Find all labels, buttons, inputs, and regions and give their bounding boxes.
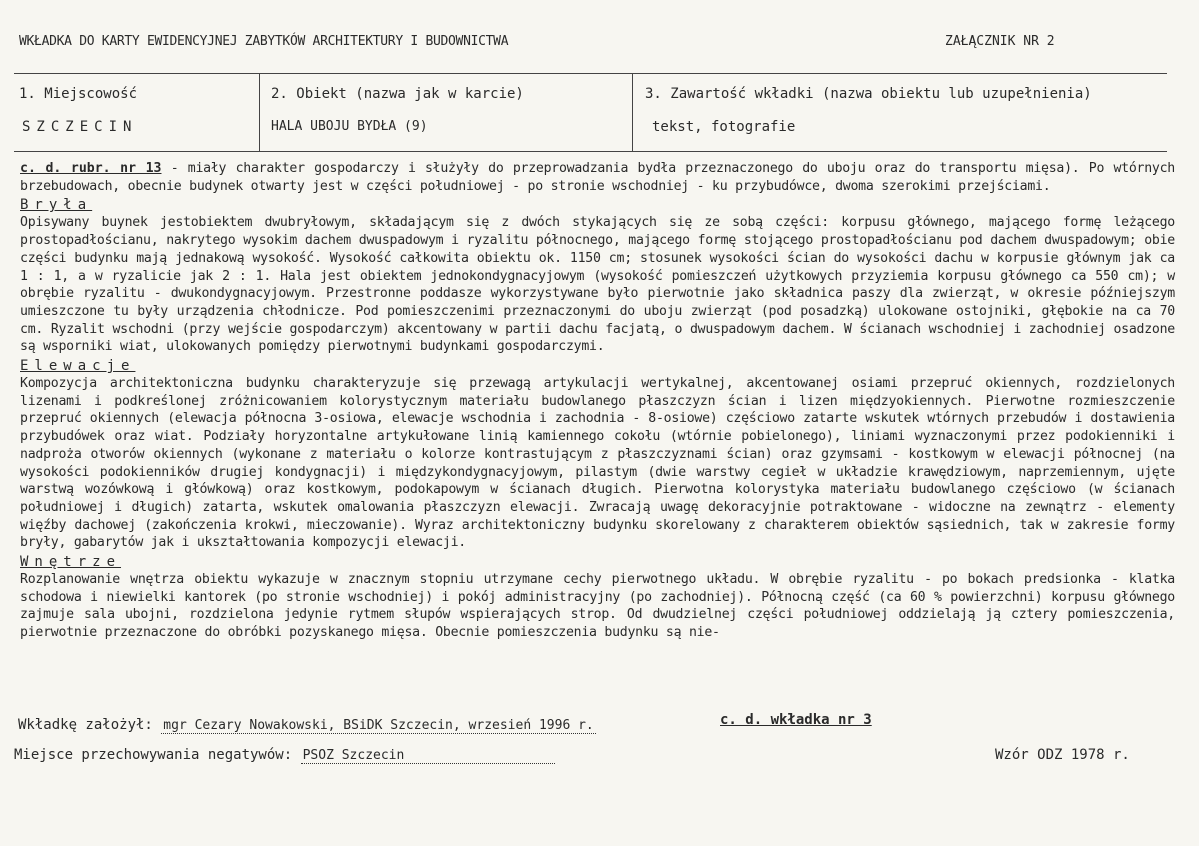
- section-heading-bryla: Bryła: [20, 197, 93, 214]
- annex-number: ZAŁĄCZNIK NR 2: [945, 34, 1055, 49]
- object-value: HALA UBOJU BYDŁA (9): [271, 119, 428, 134]
- content-value: tekst, fotografie: [652, 119, 796, 135]
- table-top-rule: [14, 73, 1167, 74]
- locality-value: SZCZECIN: [22, 119, 138, 135]
- section-text-bryla: Opisywany buynek jestobiektem dwubryłowym, składającym się z dwóch stykających się ze sobą części: korpusu głównego, mającego formę leżącego prostopadłościanu, nakrytego wysokim dachem dwuspadowym i ryzalitu północnego, mającego formę stojącego prostopadłościanu pod dachem dwuspadowym; obie części budynku mają jednakową wysokość. Wysokość całkowita obiektu ok. 1150 cm; stosunek wysokości ścian do wysokości dachu w korpusie głównym jak ca 1 : 1, a w ryzalicie jak 2 : 1. Hala jest obiektem jednokondygnacyjowym (wysokość pomieszczeń użytkowych przyziemia korpusu głównego ca 550 cm); w obrębie ryzalitu - dwukondygnacyjowym. Przestronne poddasze wykorzystywane było pierwotnie jako składnica paszy dla zwierząt, w okresie późniejszym umieszczone tu były urządzenia chłodnicze. Pod pomieszczenimi przeznaczonymi do uboju zwierząt (pod posadzką) ulokowane ostojniki, głębokie na ca 70 cm. Ryzalit wschodni (przy wejście gospodarczym) akcentowany w partii dachu facjatą, o dwuspadowym dachem. W ścianach wschodniej i zachodniej osadzone są wsporniki wiat, ulokowanych pomiędzy pierwotnymi budynkami gospodarczymi.: [20, 215, 1175, 355]
- table-bottom-rule: [14, 151, 1167, 152]
- object-label: 2. Obiekt (nazwa jak w karcie): [271, 86, 524, 102]
- column-divider-1: [259, 73, 260, 151]
- section-heading-elewacje: Elewacje: [20, 358, 136, 375]
- document-body: [20, 160, 1175, 642]
- section-heading-wnetrze: Wnętrze: [20, 554, 122, 571]
- intro-lead: c. d. rubr. nr 13: [20, 161, 162, 176]
- locality-label: 1. Miejscowość: [19, 86, 138, 102]
- content-label: 3. Zawartość wkładki (nazwa obiektu lub uzupełnienia): [645, 86, 1092, 102]
- form-title: WKŁADKA DO KARTY EWIDENCYJNEJ ZABYTKÓW ARCHITEKTURY I BUDOWNICTWA: [19, 34, 509, 49]
- section-text-wnetrze: Rozplanowanie wnętrza obiektu wykazuje w znacznym stopniu utrzymane cechy pierwotnego układu. W obrębie ryzalitu - po bokach predsionka - klatka schodowa i niewielki kantorek (po stronie wschodniej) i pokój administracyjny (po zachodniej). Północną część (ca 60 % powierzchni) korpusu głównego zajmuje sala ubojni, rozdzielona jedynie rytmem słupów wspierających strop. Od dwudzielnej części południowej oddzielają ją cztery pomieszczenia, pierwotnie przeznaczone do obróbki pozyskanego mięsa. Obecnie pomieszczenia budynku są nie-: [20, 572, 1175, 641]
- intro-text: - miały charakter gospodarczy i służyły do przeprowadzania bydła przeznaczonego do uboju oraz do transportu mięsa). Po wtórnych brzebudowach, obecnie budynek otwarty jest w części południowej - po stronie wschodniej - ku przybudówce, dwoma szerokimi przejściami.: [20, 161, 1175, 194]
- continued-note: c. d. wkładka nr 3: [720, 712, 872, 728]
- section-text-elewacje: Kompozycja architektoniczna budynku charakteryzuje się przewagą artykulacji wertykalnej, akcentowanej osiami przepruć okiennych, rozdzielonych lizenami i podkreślonej zróżnicowaniem kolorystycznym materiału budowlanego płaszczyzn ścian i lizen międzyokiennych. Pierwotne rozmieszczenie przepruć okiennych (elewacja północna 3-osiowa, elewacje wschodnia i zachodnia - 8-osiowe) częściowo zatarte wskutek wtórnych przebudów i dostawienia przybudówek oraz wiat. Podziały horyzontalne artykułowane linią kamiennego cokołu (wtórnie pobielonego), liniami wyznaczonymi przez podokienniki i nadproża otworów okiennych (wykonane z materiału o kolorze kontrastującym z płaszczyznami ścian) oraz gzymsami - kostkowym w elewacji północnej (na wysokości podokienników drugiej kondygnacji) i międzykondygnacyjowym, pilastym (dwie warstwy cegieł w układzie krawędziowym, naprzemiennym, ujęte warstwą wozówkową i główkową) oraz kostkowym, podokapowym w ścianach długich. Pierwotna kolorystyka materiału budowlanego częściowo (w ścianach południowej i długich) zatarta, wskutek omalowania płaszczyzn elewacji. Zwracają uwagę dekoracyjnie potraktowane - widoczne na zewnątrz - elementy więźby dachowej (zakończenia krokwi, mieczowanie). Wyraz architektoniczny budynku skorelowany z charakterem obiektów sąsiednich, tak w zakresie formy bryły, gabarytów jak i ukształtowania kompozycji elewacji.: [20, 376, 1175, 551]
- author-label: Wkładkę założył:: [18, 717, 153, 733]
- column-divider-2: [632, 73, 633, 151]
- negatives-line: [14, 747, 555, 764]
- author-line: [18, 717, 596, 734]
- form-model: Wzór ODZ 1978 r.: [995, 747, 1130, 763]
- author-value: mgr Cezary Nowakowski, BSiDK Szczecin, wrzesień 1996 r.: [163, 718, 594, 733]
- negatives-label: Miejsce przechowywania negatywów:: [14, 747, 293, 763]
- intro-paragraph: [20, 160, 1175, 195]
- negatives-value: PSOZ Szczecin: [301, 748, 555, 764]
